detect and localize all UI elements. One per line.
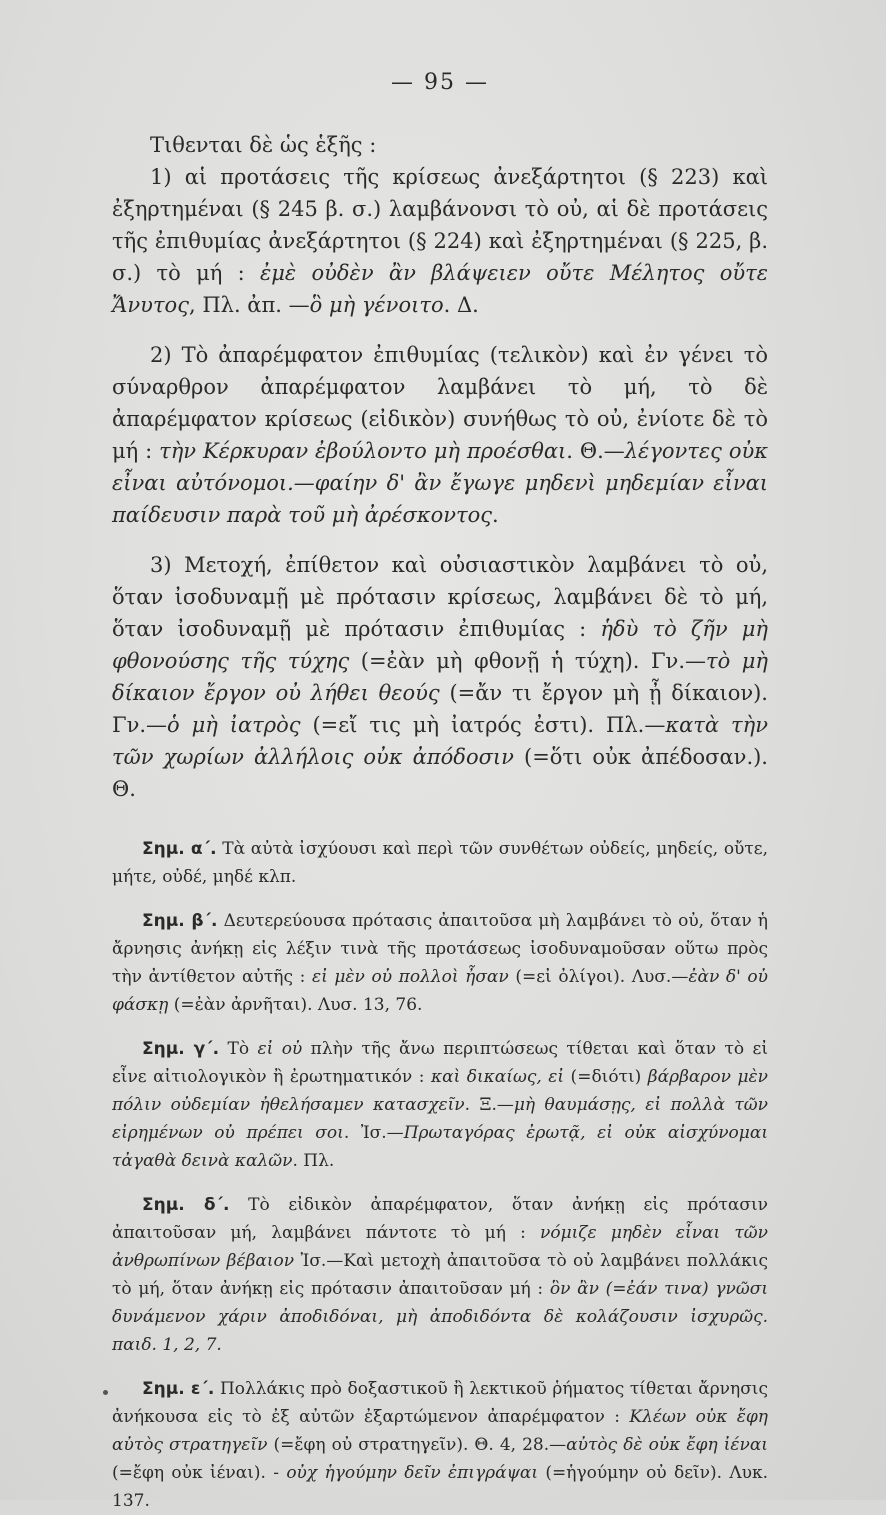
note-label: Σημ. α΄. xyxy=(142,839,217,859)
note-label: Σημ. β΄. xyxy=(142,911,218,931)
intro-line: Τιθενται δὲ ὡς ἑξῆς : xyxy=(150,133,377,157)
text-run: . Ξ.— xyxy=(464,1095,514,1115)
italic-run: αὐτὸς δὲ οὐκ ἔφη ἰέναι xyxy=(566,1435,768,1455)
ink-speck xyxy=(103,1390,108,1395)
note-d xyxy=(112,1191,768,1359)
italic-run: τὸ μὴ δίκαιον ἔργον οὐ λήθει θεούς xyxy=(112,649,769,705)
text-run: 3) Μετοχή, ἐπίθετον καὶ οὐσιαστικὸν λαμβάνει τὸ οὐ, ὅταν ἰσοδυναμῇ μὲ πρότασιν κρίσεως, λαμβάνει δὲ τὸ μή, ὅταν ἰσοδυναμῇ μὲ πρότασιν ἐπιθυμίας : xyxy=(112,553,768,641)
italic-run: βάρβαρον μὲν πόλιν οὐδεμίαν ἠθελήσαμεν κατασχεῖν xyxy=(112,1067,768,1115)
italic-run: ὃν ἂν (=ἐάν τινα) γνῶσι δυνάμενον χάριν ἀποδιδόναι, μὴ ἀποδιδόντα δὲ κολάζουσιν ἰσχυρῶς. παιδ. 1, 2, 7. xyxy=(112,1279,768,1355)
text-run: (=ὅτι οὐκ ἀπέδοσαν.). Θ. xyxy=(112,745,768,801)
text-run: (=ἡγούμην οὐ δεῖν). Λυκ. 137. xyxy=(112,1463,768,1511)
paragraph-1 xyxy=(112,161,768,321)
text-run: Δευτερεύουσα πρότασις ἀπαιτοῦσα μὴ λαμβάνει τὸ οὐ, ὅταν ἡ ἄρνησις ἀνήκῃ εἰς λέξιν τινὰ τῆς προτάσεως ἰσοδυναμοῦσαν οὕτω πρὸς τὴν ἀντίθετον αὐτῆς : xyxy=(112,911,768,987)
text-run: Τὰ αὐτὰ ἰσχύουσι καὶ περὶ τῶν συνθέτων οὐδείς, μηδείς, οὔτε, μήτε, οὐδέ, μηδέ κλπ. xyxy=(112,839,768,887)
main-text xyxy=(112,129,768,805)
note-b xyxy=(112,907,768,1019)
note-c xyxy=(112,1035,768,1175)
text-run: (=ἐὰν μὴ φθονῇ ἡ τύχη). Γν.— xyxy=(349,649,707,673)
italic-run: νόμιζε μηδὲν εἶναι τῶν ἀνθρωπίνων βέβαιον xyxy=(112,1223,768,1271)
text-run: . Ἰσ.— xyxy=(343,1123,404,1143)
text-run: (=ἔφη οὐκ ἰέναι). - xyxy=(112,1463,287,1483)
text-run: 2) Τὸ ἀπαρέμφατον ἐπιθυμίας (τελικὸν) καὶ ἐν γένει τὸ σύναρθρον ἀπαρέμφατον λαμβάνει τὸ μή, τὸ δὲ ἀπαρέμφατον κρίσεως (εἰδικὸν) συνήθως τὸ οὐ, ἐνίοτε δὲ τὸ μή : xyxy=(112,343,768,463)
text-run: . xyxy=(492,503,499,527)
text-run: Ἰσ.—Καὶ μετοχὴ ἀπαιτοῦσα τὸ οὐ λαμβάνει πολλάκις τὸ μή, ὅταν ἀνήκῃ εἰς πρότασιν ἀπαιτοῦσαν μή : xyxy=(112,1251,768,1299)
italic-run: οὐχ ἡγούμην δεῖν ἐπιγράψαι xyxy=(286,1463,539,1483)
italic-run: Πρωταγόρας ἐρωτᾷ, εἰ οὐκ αἰσχύνομαι τἀγαθὰ δεινὰ καλῶν xyxy=(112,1123,768,1171)
note-a xyxy=(112,835,768,891)
text-run: . Πλ. xyxy=(292,1151,335,1171)
notes-section xyxy=(112,835,768,1515)
note-label: Σημ. ε΄. xyxy=(142,1379,215,1399)
text-run: (=εἰ ὀλίγοι). Λυσ.— xyxy=(508,967,689,987)
italic-run: κατὰ τὴν τῶν χωρίων ἀλλήλοις οὐκ ἀπόδοσιν xyxy=(112,713,768,769)
text-run: (=ἐὰν ἀρνῆται). Λυσ. 13, 76. xyxy=(168,995,423,1015)
text-run: (=ἔφη οὐ στρατηγεῖν). Θ. 4, 28.— xyxy=(267,1435,567,1455)
text-run: . Δ. xyxy=(443,293,479,317)
italic-run: τὴν Κέρκυραν ἐβούλοντο μὴ προέσθαι xyxy=(159,439,567,463)
italic-run: εἰ μὲν οὐ πολλοὶ ἦσαν xyxy=(311,967,509,987)
text-run: (=ἄν τι ἔργον μὴ ᾖ δίκαιον). Γν.— xyxy=(112,681,768,737)
italic-run: ἐὰν δ' οὐ φάσκῃ xyxy=(112,967,768,1015)
note-label: Σημ. δ΄. xyxy=(142,1195,230,1215)
italic-run: ὃ μὴ γένοιτο xyxy=(309,293,444,317)
paragraph-2 xyxy=(112,339,768,531)
note-label: Σημ. γ΄. xyxy=(142,1039,220,1059)
italic-run: ἐμὲ οὐδὲν ἂν βλάψειεν οὔτε Μέλητος οὔτε Ἄνυτος xyxy=(112,261,768,317)
text-run: , Πλ. ἀπ. — xyxy=(188,293,310,317)
text-run: (=διότι) xyxy=(564,1067,648,1087)
text-run: πλὴν τῆς ἄνω περιπτώσεως τίθεται καὶ ὅταν τὸ εἰ εἶνε αἰτιολογικὸν ἢ ἐρωτηματικόν : xyxy=(112,1039,768,1087)
paragraph-3 xyxy=(112,549,768,805)
page-number: — 95 — xyxy=(391,70,489,95)
text-run: Τὸ xyxy=(219,1039,258,1059)
italic-run: καὶ δικαίως, εἰ xyxy=(430,1067,565,1087)
italic-run: ἡδὺ τὸ ζῆν μὴ φθονούσης τῆς τύχης xyxy=(112,617,768,673)
italic-run: λέγοντες οὐκ εἶναι αὐτόνομοι.—φαίην δ' ἂν ἔγωγε μηδενὶ μηδεμίαν εἶναι παίδευσιν παρὰ τοῦ μὴ ἀρέσκοντος xyxy=(112,439,769,527)
italic-run: εἰ οὐ xyxy=(257,1039,303,1059)
text-run: (=εἴ τις μὴ ἰατρός ἐστι). Πλ.— xyxy=(300,713,666,737)
italic-run: ὁ μὴ ἰατρὸς xyxy=(167,713,301,737)
note-e xyxy=(112,1375,768,1515)
italic-run: Κλέων οὐκ ἔφη αὐτὸς στρατηγεῖν xyxy=(112,1407,768,1455)
italic-run: μὴ θαυμάσῃς, εἰ πολλὰ τῶν εἰρημένων οὐ πρέπει σοι xyxy=(112,1095,768,1143)
text-run: Τὸ εἰδικὸν ἀπαρέμφατον, ὅταν ἀνήκῃ εἰς πρότασιν ἀπαιτοῦσαν μή, λαμβάνει πάντοτε τὸ μή : xyxy=(112,1195,768,1243)
text-run: Πολλάκις πρὸ δοξαστικοῦ ἢ λεκτικοῦ ῥήματος τίθεται ἄρνησις ἀνήκουσα εἰς τὸ ἐξ αὐτῶν ἐξαρτώμενον ἀπαρέμφατον : xyxy=(112,1379,768,1427)
text-run: 1) αἱ προτάσεις τῆς κρίσεως ἀνεξάρτητοι (§ 223) καὶ ἐξηρτημέναι (§ 245 β. σ.) λαμβάνονσι τὸ οὐ, αἱ δὲ προτάσεις τῆς ἐπιθυμίας ἀνεξάρτητοι (§ 224) καὶ ἐξηρτημέναι (§ 225, β. σ.) τὸ μή : xyxy=(112,165,768,285)
text-run: . Θ.— xyxy=(566,439,625,463)
